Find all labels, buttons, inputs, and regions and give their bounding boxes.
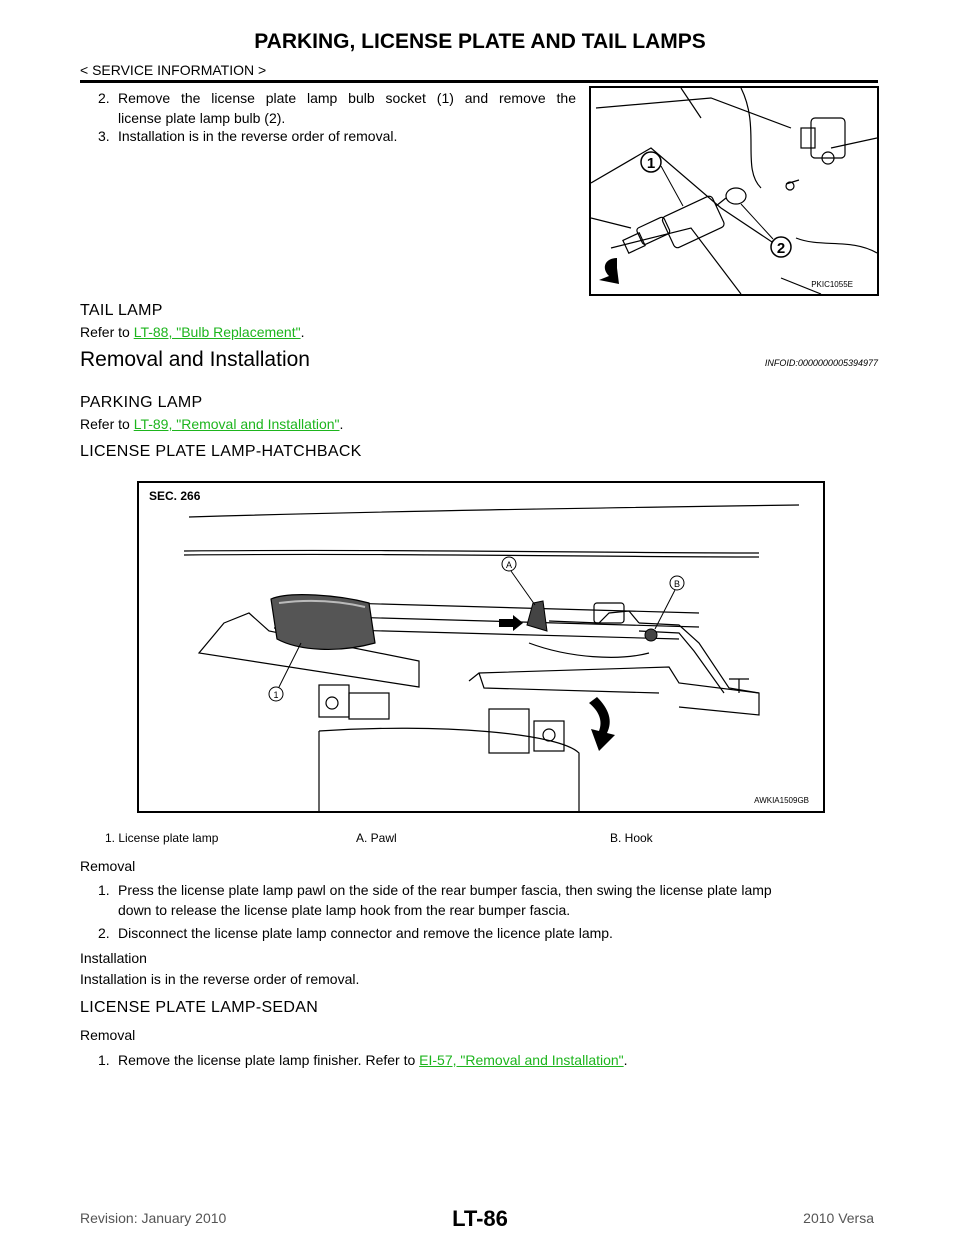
hatchback-step-2 <box>98 923 878 943</box>
hatchback-installation-label: Installation <box>80 950 147 966</box>
parking-lamp-heading: PARKING LAMP <box>80 394 203 411</box>
bulb-replacement-link[interactable]: LT-88, "Bulb Replacement" <box>133 324 301 340</box>
revision-date: Revision: January 2010 <box>80 1210 227 1226</box>
callout-a-label: A <box>505 560 513 570</box>
step-text: Press the license plate lamp pawl on the side of the rear bumper fascia, then swing the license plate lamp <box>118 882 772 898</box>
step-text: Disconnect the license plate lamp connector and remove the licence plate lamp. <box>118 925 613 941</box>
figure-code: AWKIA1509GB <box>754 796 809 805</box>
page-number: LT-86 <box>452 1206 508 1231</box>
bulb-socket-illustration <box>591 88 877 294</box>
sedan-removal-label: Removal <box>80 1027 136 1043</box>
step-text: Remove the license plate lamp finisher. Refer to <box>118 1052 420 1068</box>
legend-item-1: 1. License plate lamp <box>105 831 219 845</box>
step-text: Remove the license plate lamp bulb socket (1) and remove the <box>118 90 576 106</box>
tail-lamp-heading: TAIL LAMP <box>80 302 163 319</box>
callout-1-label: 1 <box>646 155 656 172</box>
bulb-socket-figure <box>589 86 879 296</box>
hatchback-installation-text: Installation is in the reverse order of removal. <box>80 971 360 987</box>
step-number: 2. <box>98 925 110 941</box>
step-suffix: . <box>623 1052 628 1068</box>
section-label: SEC. 266 <box>149 489 201 503</box>
sedan-heading: LICENSE PLATE LAMP-SEDAN <box>80 999 319 1016</box>
callout-1-label: 1 <box>273 690 279 700</box>
step-3 <box>98 126 578 146</box>
legend-item-a: A. Pawl <box>356 831 397 845</box>
page-title: PARKING, LICENSE PLATE AND TAIL LAMPS <box>254 30 706 53</box>
tail-lamp-ref <box>80 324 304 340</box>
step-text: down to release the license plate lamp hook from the rear bumper fascia. <box>118 902 571 918</box>
hatchback-heading: LICENSE PLATE LAMP-HATCHBACK <box>80 443 362 460</box>
ref-prefix: Refer to <box>80 324 134 340</box>
ref-prefix: Refer to <box>80 416 134 432</box>
hatchback-removal-label: Removal <box>80 858 136 874</box>
step-number: 1. <box>98 1052 110 1068</box>
callout-b-label: B <box>673 579 681 589</box>
step-number: 2. <box>98 90 110 106</box>
info-id: INFOID:0000000005394977 <box>764 358 878 368</box>
header-rule <box>80 80 878 83</box>
ref-suffix: . <box>339 416 344 432</box>
figure-code: PKIC1055E <box>811 280 853 289</box>
parking-removal-link[interactable]: LT-89, "Removal and Installation" <box>133 416 340 432</box>
callout-2-label: 2 <box>776 240 786 257</box>
ref-suffix: . <box>300 324 305 340</box>
step-text: Installation is in the reverse order of removal. <box>118 128 398 144</box>
parking-lamp-ref <box>80 416 343 432</box>
step-number: 3. <box>98 128 110 144</box>
step-2 <box>98 88 578 128</box>
step-text: license plate lamp bulb (2). <box>118 110 286 126</box>
hatchback-lamp-illustration <box>139 483 823 811</box>
removal-installation-heading: Removal and Installation <box>80 348 310 371</box>
hatchback-figure <box>137 481 825 813</box>
breadcrumb: < SERVICE INFORMATION > <box>80 62 267 78</box>
sedan-step-1 <box>98 1050 878 1070</box>
legend-item-b: B. Hook <box>610 831 653 845</box>
hatchback-step-1 <box>98 880 878 920</box>
model-year: 2010 Versa <box>803 1210 874 1226</box>
finisher-removal-link[interactable]: EI-57, "Removal and Installation" <box>419 1052 624 1068</box>
step-number: 1. <box>98 882 110 898</box>
